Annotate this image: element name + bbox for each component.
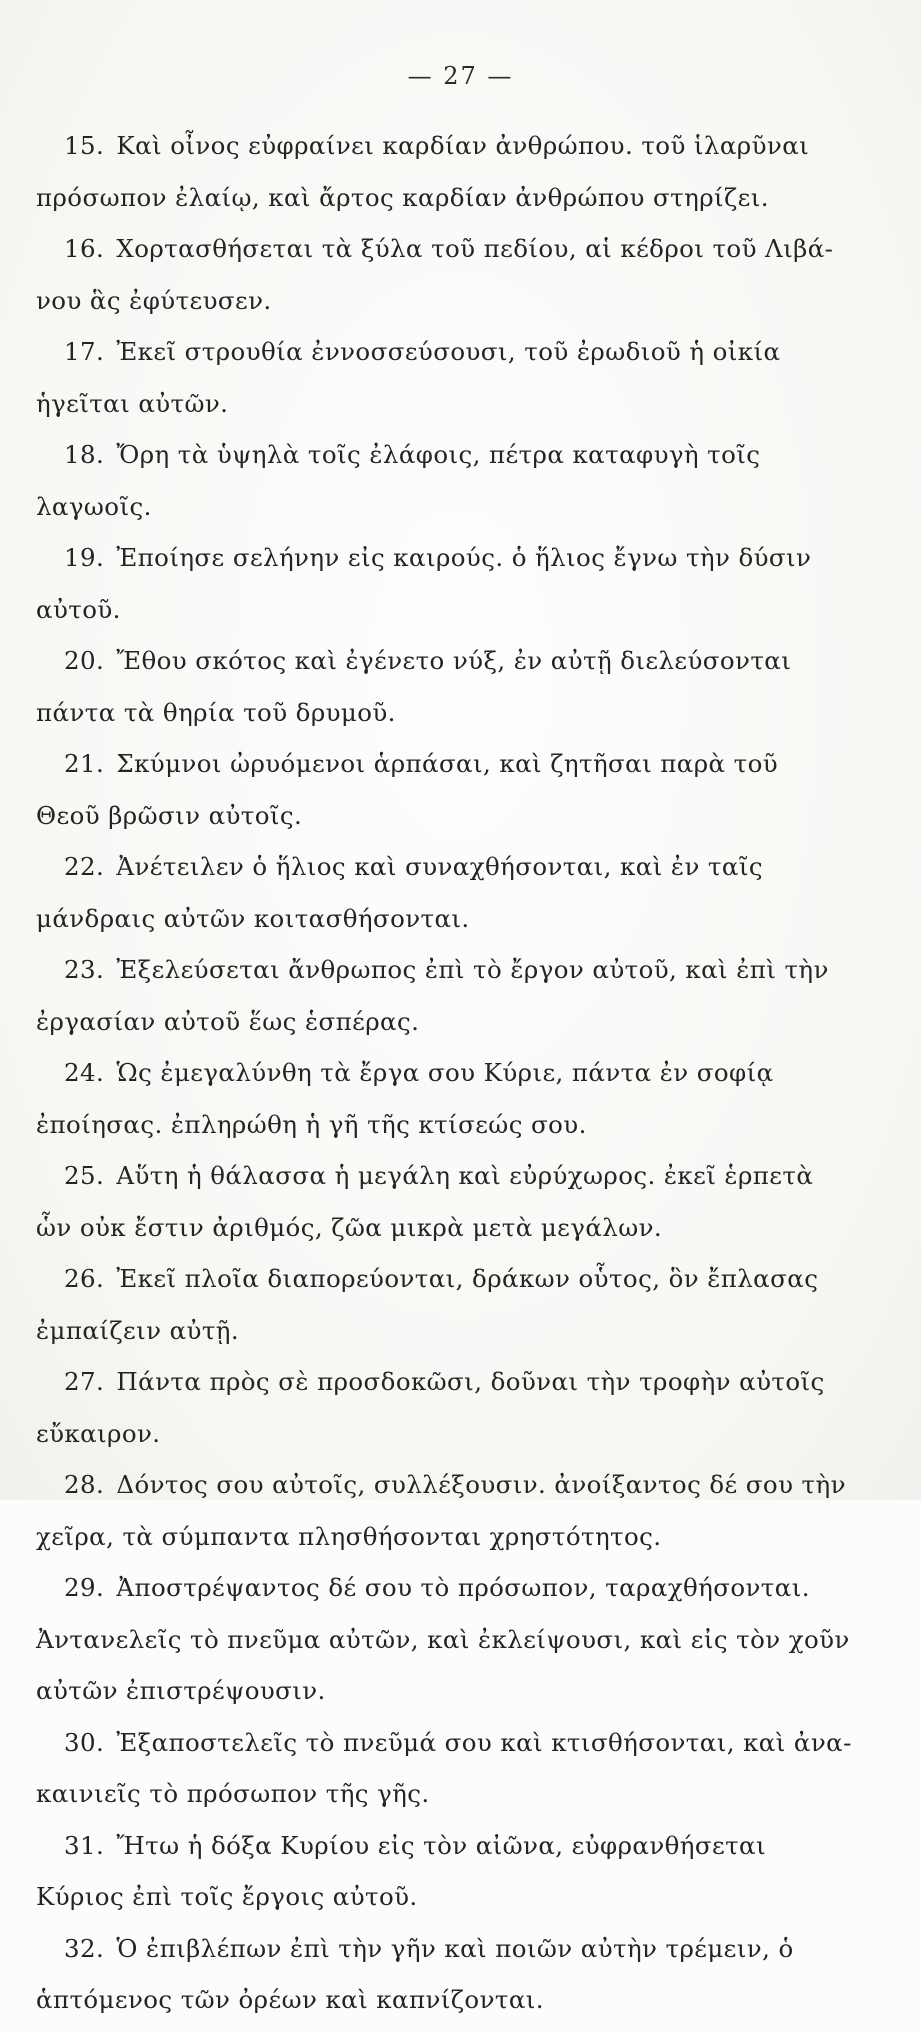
verse-text: πάντα τὰ θηρία τοῦ δρυμοῦ. (36, 697, 396, 727)
verse-line-start (36, 229, 834, 281)
verse-number: 21. (64, 749, 105, 778)
verse-line (36, 1208, 826, 1260)
verse-line (36, 1877, 826, 1929)
verse-text: Ἀποστρέψαντος δέ σου τὸ πρόσωπον, ταραχθήσονται. (116, 1573, 810, 1602)
verse-text: πρόσωπον ἐλαίῳ, καὶ ἄρτος καρδίαν ἀνθρώπου στηρίζει. (36, 182, 769, 212)
verse-line-start (36, 1362, 826, 1414)
verse-line-start (36, 538, 826, 590)
verse-line-start (36, 1259, 826, 1311)
verse-number: 16. (64, 234, 105, 263)
verse-line-start (36, 435, 826, 487)
verse-line (36, 899, 826, 951)
verse-text: Θεοῦ βρῶσιν αὐτοῖς. (36, 800, 303, 830)
verse-number: 15. (64, 131, 105, 160)
verse-list (36, 126, 852, 2032)
verse-line-start (36, 1156, 826, 1208)
verse-number: 18. (64, 440, 105, 469)
verse-text: Ἐξελεύσεται ἄνθρωπος ἐπὶ τὸ ἔργον αὐτοῦ, καὶ ἐπὶ τὴν (116, 955, 829, 984)
verse-line (36, 1620, 850, 1672)
verse-text: Σκύμνοι ὠρυόμενοι ἁρπάσαι, καὶ ζητῆσαι παρὰ τοῦ (116, 749, 779, 778)
verse-text: Πάντα πρὸς σὲ προσδοκῶσι, δοῦναι τὴν τροφὴν αὐτοῖς (116, 1367, 825, 1396)
verse-line (36, 590, 826, 642)
verse-text: Δόντος σου αὐτοῖς, συλλέξουσιν. ἀνοίξαντος δέ σου τὴν (116, 1470, 846, 1499)
verse-text: Ἤτω ἡ δόξα Κυρίου εἰς τὸν αἰῶνα, εὐφρανθήσεται (116, 1830, 766, 1860)
verse-text: Ἐκεῖ πλοῖα διαπορεύονται, δράκων οὗτος, ὃν ἔπλασας (116, 1264, 819, 1293)
verse-text: Ἐκεῖ στρουθία ἐννοσσεύσουσι, τοῦ ἐρωδιοῦ ἡ οἰκία (116, 337, 781, 366)
verse-text: Ὡς ἐμεγαλύνθη τὰ ἔργα σου Κύριε, πάντα ἐν σοφίᾳ (116, 1058, 774, 1087)
verse-text: Καὶ οἶνος εὐφραίνει καρδίαν ἀνθρώπου. τοῦ ἱλαρῦναι (116, 131, 810, 160)
verse-line-start (36, 744, 826, 796)
verse-line (36, 1774, 826, 1826)
verse-text: Ἔθου σκότος καὶ ἐγένετο νύξ, ἐν αὐτῇ διελεύσονται (116, 646, 792, 675)
verse-line (36, 796, 826, 848)
verse-line-start (36, 847, 826, 899)
verse-line-start (36, 1826, 826, 1878)
verse-text: ἐργασίαν αὐτοῦ ἕως ἑσπέρας. (36, 1006, 420, 1036)
verse-number: 32. (64, 1933, 105, 1963)
verse-line-start (36, 641, 826, 693)
verse-line-start (36, 332, 826, 384)
verse-text: Ὁ ἐπιβλέπων ἐπὶ τὴν γῆν καὶ ποιῶν αὐτὴν τρέμειν, ὁ (116, 1933, 794, 1963)
verse-text: ἁπτόμενος τῶν ὀρέων καὶ καπνίζονται. (36, 1985, 544, 2014)
verse-line-start (36, 1723, 852, 1775)
verse-number: 29. (64, 1573, 105, 1602)
verse-text: Ἐποίησε σελήνην εἰς καιρούς. ὁ ἥλιος ἔγνω τὴν δύσιν (116, 543, 812, 572)
verse-number: 20. (64, 646, 105, 675)
verse-text: Ὄρη τὰ ὑψηλὰ τοῖς ἐλάφοις, πέτρα καταφυγὴ τοῖς (116, 440, 761, 469)
verse-text: εὔκαιρον. (36, 1418, 161, 1448)
verse-line-start (36, 1568, 826, 1620)
verse-text: ἐμπαίζειν αὐτῇ. (36, 1315, 240, 1345)
verse-line (36, 487, 826, 539)
verse-number: 25. (64, 1161, 105, 1190)
verse-text: λαγωοῖς. (36, 491, 152, 521)
verse-number: 27. (64, 1367, 105, 1396)
verse-text: ἡγεῖται αὐτῶν. (36, 388, 229, 418)
verse-line-start (36, 1929, 826, 1981)
verse-text: μάνδραις αὐτῶν κοιτασθήσονται. (36, 903, 470, 933)
verse-text: Κύριος ἐπὶ τοῖς ἔργοις αὐτοῦ. (36, 1882, 418, 1911)
verse-text: αὐτοῦ. (36, 594, 121, 624)
verse-text: Ἀνέτειλεν ὁ ἥλιος καὶ συναχθήσονται, καὶ ἐν ταῖς (116, 852, 763, 881)
verse-line (36, 384, 826, 436)
verse-number: 23. (64, 955, 105, 984)
verse-number: 28. (64, 1470, 105, 1499)
verse-number: 17. (64, 337, 105, 366)
verse-text: Ἀντανελεῖς τὸ πνεῦμα αὐτῶν, καὶ ἐκλείψουσι, καὶ εἰς τὸν χοῦν (36, 1624, 850, 1654)
verse-text: καινιεῖς τὸ πρόσωπον τῆς γῆς. (36, 1779, 430, 1808)
verse-line-start (36, 126, 826, 178)
page-number: — 27 — (407, 62, 514, 90)
verse-line-start (36, 1465, 846, 1517)
verse-line (36, 1980, 826, 2032)
verse-number: 30. (64, 1727, 105, 1757)
verse-line-start (36, 1053, 826, 1105)
verse-line (36, 1671, 826, 1723)
verse-text: ὧν οὐκ ἔστιν ἀριθμός, ζῶα μικρὰ μετὰ μεγάλων. (36, 1212, 663, 1242)
verse-line-start (36, 950, 829, 1002)
verse-line (36, 1517, 826, 1569)
verse-number: 22. (64, 852, 105, 881)
verse-text: Ἐξαποστελεῖς τὸ πνεῦμά σου καὶ κτισθήσονται, καὶ ἀνα- (116, 1727, 852, 1757)
verse-text: αὐτῶν ἐπιστρέψουσιν. (36, 1676, 326, 1705)
verse-text: Αὕτη ἡ θάλασσα ἡ μεγάλη καὶ εὐρύχωρος. ἐκεῖ ἑρπετὰ (116, 1161, 814, 1190)
verse-line (36, 693, 826, 745)
verse-line (36, 178, 826, 230)
verse-number: 31. (64, 1830, 105, 1860)
verse-text: νου ἃς ἐφύτευσεν. (36, 285, 272, 315)
verse-line (36, 1002, 826, 1054)
verse-line (36, 281, 826, 333)
verse-line (36, 1414, 826, 1466)
verse-line (36, 1311, 826, 1363)
verse-text: ἐποίησας. ἐπληρώθη ἡ γῆ τῆς κτίσεώς σου. (36, 1109, 587, 1139)
verse-text: Χορτασθήσεται τὰ ξύλα τοῦ πεδίου, αἱ κέδροι τοῦ Λιβά- (116, 234, 834, 263)
verse-number: 26. (64, 1264, 105, 1293)
verse-number: 24. (64, 1058, 105, 1087)
verse-line (36, 1105, 826, 1157)
verse-text: χεῖρα, τὰ σύμπαντα πλησθήσονται χρηστότητος. (36, 1521, 662, 1551)
verse-number: 19. (64, 543, 105, 572)
